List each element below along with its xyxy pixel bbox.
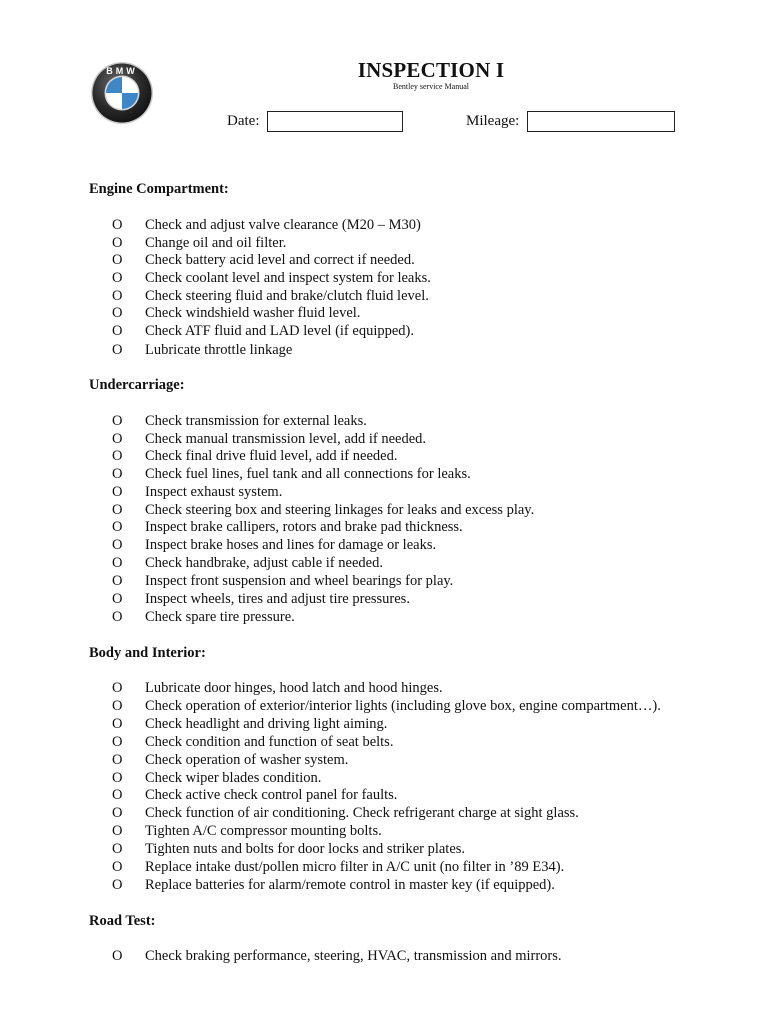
checkbox-bullet[interactable]: O <box>112 537 123 553</box>
checklist-item <box>0 536 768 554</box>
checklist-item <box>0 697 768 715</box>
checkbox-bullet[interactable]: O <box>112 342 123 358</box>
checkbox-bullet[interactable]: O <box>112 431 123 447</box>
checklist-item <box>0 947 768 965</box>
checklist-item <box>0 804 768 822</box>
checkbox-bullet[interactable]: O <box>112 734 123 750</box>
checklist-item-text: Check fuel lines, fuel tank and all connections for leaks. <box>145 466 471 482</box>
checklist-item-text: Check ATF fluid and LAD level (if equipped). <box>145 323 414 339</box>
checkbox-bullet[interactable]: O <box>112 519 123 535</box>
checklist-item <box>0 876 768 894</box>
checkbox-bullet[interactable]: O <box>112 502 123 518</box>
checkbox-bullet[interactable]: O <box>112 252 123 268</box>
checklist-item <box>0 590 768 608</box>
checkbox-bullet[interactable]: O <box>112 841 123 857</box>
checkbox-bullet[interactable]: O <box>112 484 123 500</box>
mileage-label: Mileage: <box>466 113 520 129</box>
checklist-item <box>0 518 768 536</box>
checkbox-bullet[interactable]: O <box>112 805 123 821</box>
checklist-item <box>0 679 768 697</box>
checkbox-bullet[interactable]: O <box>112 305 123 321</box>
page-subtitle: Bentley service Manual <box>393 82 469 91</box>
checkbox-bullet[interactable]: O <box>112 609 123 625</box>
checklist-item <box>0 447 768 465</box>
checklist-item <box>0 822 768 840</box>
checklist-item <box>0 733 768 751</box>
checkbox-bullet[interactable]: O <box>112 877 123 893</box>
checklist-item-text: Inspect exhaust system. <box>145 484 283 500</box>
checkbox-bullet[interactable]: O <box>112 680 123 696</box>
checklist-item-text: Check operation of washer system. <box>145 752 349 768</box>
checkbox-bullet[interactable]: O <box>112 217 123 233</box>
checklist-item-text: Replace batteries for alarm/remote control in master key (if equipped). <box>145 877 555 893</box>
checklist-item-text: Change oil and oil filter. <box>145 235 287 251</box>
checklist-item <box>0 216 768 234</box>
checklist-item <box>0 858 768 876</box>
checklist-item-text: Lubricate door hinges, hood latch and hood hinges. <box>145 680 443 696</box>
checklist-item <box>0 501 768 519</box>
section-heading-undercarriage: Undercarriage: <box>89 377 185 393</box>
checklist-item-text: Tighten A/C compressor mounting bolts. <box>145 823 382 839</box>
checklist-item-text: Check transmission for external leaks. <box>145 413 367 429</box>
checkbox-bullet[interactable]: O <box>112 698 123 714</box>
checklist-item <box>0 483 768 501</box>
checkbox-bullet[interactable]: O <box>112 770 123 786</box>
checkbox-bullet[interactable]: O <box>112 752 123 768</box>
checklist-item-text: Check final drive fluid level, add if needed. <box>145 448 398 464</box>
checkbox-bullet[interactable]: O <box>112 573 123 589</box>
checklist-item-text: Inspect brake hoses and lines for damage or leaks. <box>145 537 437 553</box>
date-label: Date: <box>227 113 260 129</box>
checklist-item <box>0 322 768 340</box>
checklist-item <box>0 412 768 430</box>
checklist-item-text: Check headlight and driving light aiming. <box>145 716 388 732</box>
checkbox-bullet[interactable]: O <box>112 948 123 964</box>
checklist-item <box>0 341 768 359</box>
section-heading-body-and-interior: Body and Interior: <box>89 645 206 661</box>
checklist-item-text: Check coolant level and inspect system for leaks. <box>145 270 431 286</box>
checklist-item-text: Check function of air conditioning. Check refrigerant charge at sight glass. <box>145 805 579 821</box>
mileage-field[interactable] <box>527 111 675 132</box>
page-title: INSPECTION I <box>357 58 505 82</box>
checklist-item-text: Check spare tire pressure. <box>145 609 295 625</box>
checklist-item-text: Check operation of exterior/interior lights (including glove box, engine compartment…). <box>145 698 661 714</box>
date-field[interactable] <box>267 111 403 132</box>
checklist-item <box>0 287 768 305</box>
checklist-item-text: Replace intake dust/pollen micro filter in A/C unit (no filter in ’89 E34). <box>145 859 565 875</box>
checklist-item-text: Inspect wheels, tires and adjust tire pressures. <box>145 591 410 607</box>
checklist-item-text: Check windshield washer fluid level. <box>145 305 361 321</box>
checklist-item <box>0 554 768 572</box>
checklist-item-text: Lubricate throttle linkage <box>145 342 293 358</box>
checkbox-bullet[interactable]: O <box>112 859 123 875</box>
checklist-item-text: Check steering box and steering linkages for leaks and excess play. <box>145 502 535 518</box>
checkbox-bullet[interactable]: O <box>112 591 123 607</box>
checkbox-bullet[interactable]: O <box>112 466 123 482</box>
checklist-item-text: Inspect brake callipers, rotors and brake pad thickness. <box>145 519 463 535</box>
checklist-item <box>0 304 768 322</box>
checklist-item <box>0 751 768 769</box>
checklist-item <box>0 234 768 252</box>
checklist-item-text: Check manual transmission level, add if needed. <box>145 431 427 447</box>
checklist-item <box>0 251 768 269</box>
section-heading-engine-compartment: Engine Compartment: <box>89 181 229 197</box>
checklist-item-text: Check condition and function of seat belts. <box>145 734 394 750</box>
checklist-item <box>0 608 768 626</box>
checklist-item <box>0 715 768 733</box>
checklist-item-text: Tighten nuts and bolts for door locks and striker plates. <box>145 841 466 857</box>
section-heading-road-test: Road Test: <box>89 913 156 929</box>
checkbox-bullet[interactable]: O <box>112 787 123 803</box>
checklist-item <box>0 840 768 858</box>
checkbox-bullet[interactable]: O <box>112 270 123 286</box>
checklist-item-text: Check wiper blades condition. <box>145 770 322 786</box>
checkbox-bullet[interactable]: O <box>112 823 123 839</box>
checklist-item <box>0 769 768 787</box>
checkbox-bullet[interactable]: O <box>112 555 123 571</box>
checklist-item <box>0 572 768 590</box>
logo-lettering: BMW <box>106 66 138 76</box>
checkbox-bullet[interactable]: O <box>112 235 123 251</box>
checklist-item <box>0 465 768 483</box>
checklist-item <box>0 430 768 448</box>
checklist-item-text: Check active check control panel for faults. <box>145 787 398 803</box>
checkbox-bullet[interactable]: O <box>112 448 123 464</box>
checklist-item <box>0 269 768 287</box>
checklist-item-text: Check and adjust valve clearance (M20 – M30) <box>145 217 421 233</box>
checklist-item-text: Check battery acid level and correct if needed. <box>145 252 415 268</box>
checklist-item-text: Check braking performance, steering, HVAC, transmission and mirrors. <box>145 948 562 964</box>
checklist-item-text: Check handbrake, adjust cable if needed. <box>145 555 383 571</box>
checkbox-bullet[interactable]: O <box>112 413 123 429</box>
checklist-item <box>0 786 768 804</box>
checklist-item-text: Inspect front suspension and wheel bearings for play. <box>145 573 454 589</box>
checklist-item-text: Check steering fluid and brake/clutch fluid level. <box>145 288 429 304</box>
checkbox-bullet[interactable]: O <box>112 323 123 339</box>
checkbox-bullet[interactable]: O <box>112 716 123 732</box>
checkbox-bullet[interactable]: O <box>112 288 123 304</box>
